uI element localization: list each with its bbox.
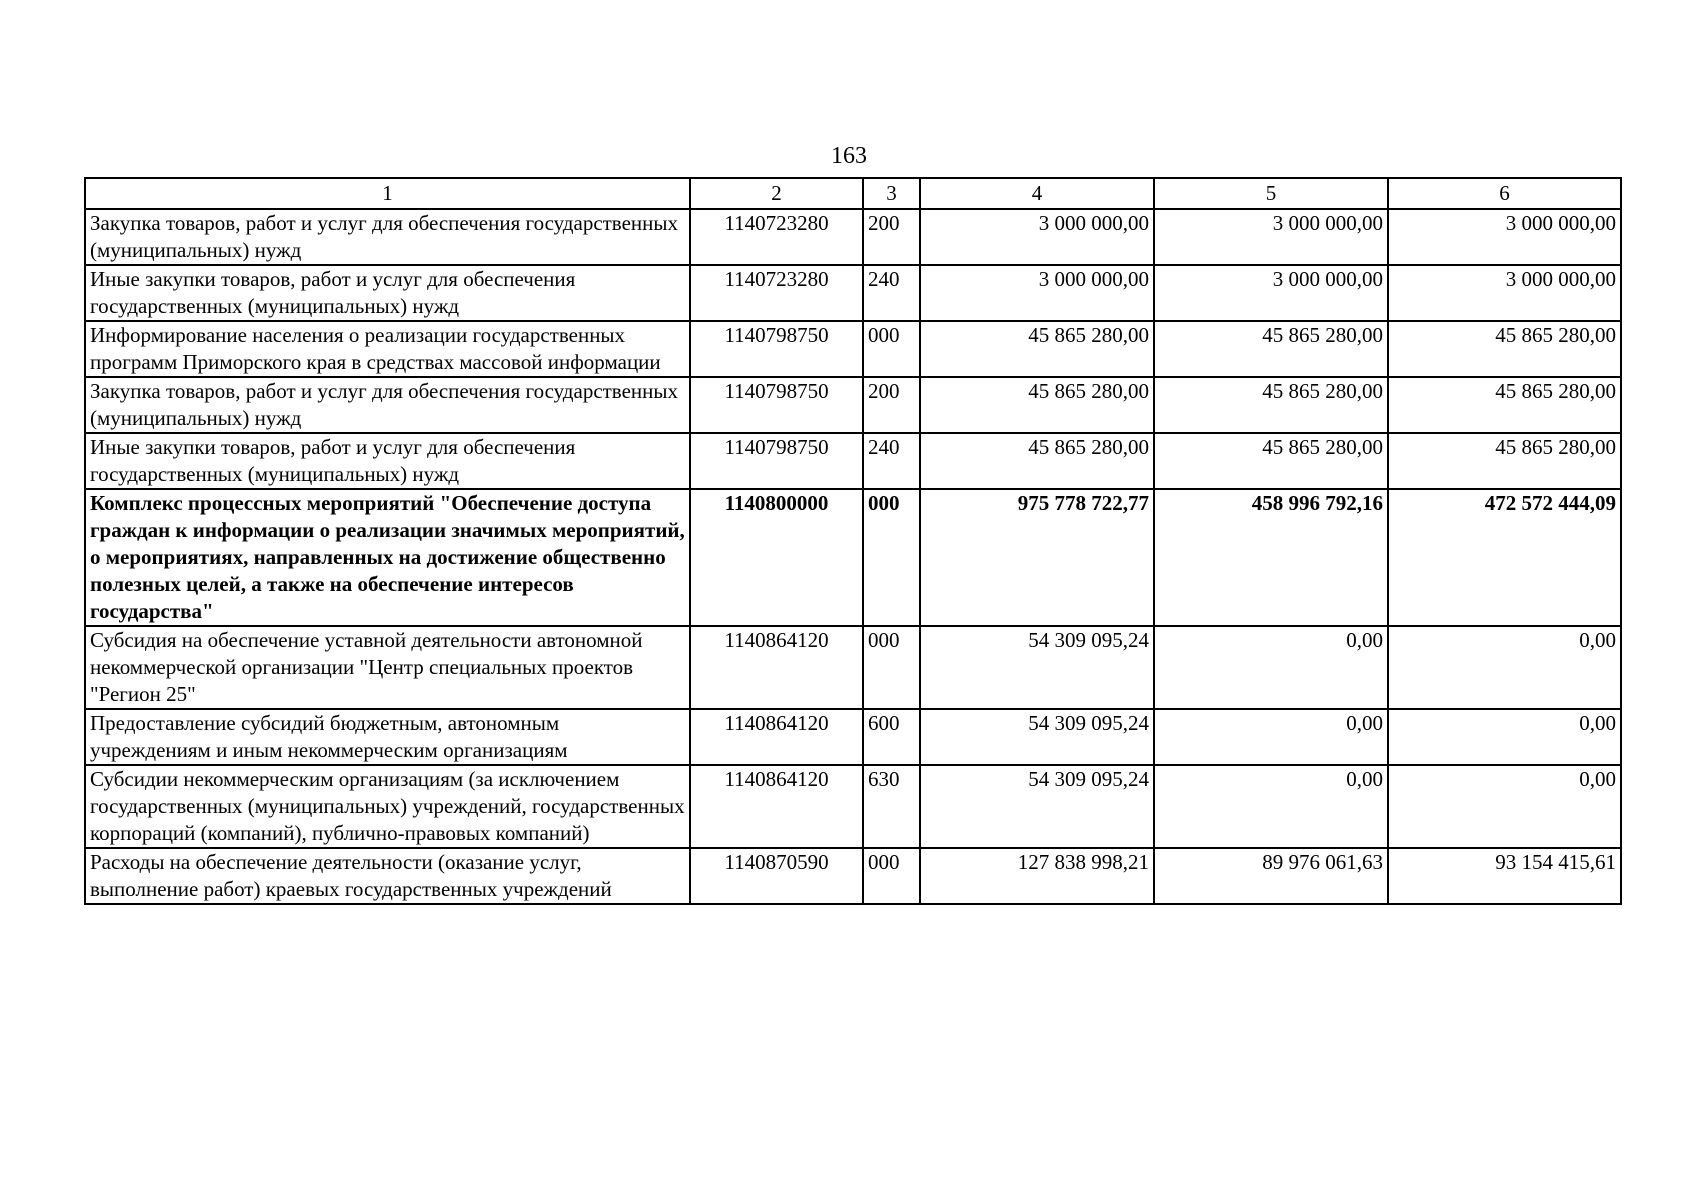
row-name: Субсидии некоммерческим организациям (за исключением государственных (муниципальных) учреждений, государственных корпораций (компаний), публично-правовых компаний) xyxy=(85,765,690,848)
row-target-code: 1140870590 xyxy=(690,848,863,904)
row-amount-col6: 0,00 xyxy=(1388,709,1621,765)
row-amount-col5: 458 996 792,16 xyxy=(1154,489,1388,626)
row-amount-col4: 45 865 280,00 xyxy=(920,377,1154,433)
header-col-4: 4 xyxy=(920,178,1154,209)
table-row xyxy=(85,433,1621,489)
row-expense-type: 000 xyxy=(863,489,920,626)
row-amount-col6: 0,00 xyxy=(1388,626,1621,709)
row-expense-type: 630 xyxy=(863,765,920,848)
row-amount-col6: 0,00 xyxy=(1388,765,1621,848)
row-expense-type: 000 xyxy=(863,848,920,904)
table-row xyxy=(85,626,1621,709)
row-amount-col5: 0,00 xyxy=(1154,765,1388,848)
row-amount-col6: 45 865 280,00 xyxy=(1388,321,1621,377)
row-name: Комплекс процессных мероприятий "Обеспечение доступа граждан к информации о реализации значимых мероприятий, о мероприятиях, направленных на достижение общественно полезных целей, а также на обеспечение интересов государства" xyxy=(85,489,690,626)
row-amount-col6: 93 154 415,61 xyxy=(1388,848,1621,904)
row-amount-col6: 45 865 280,00 xyxy=(1388,377,1621,433)
row-amount-col4: 3 000 000,00 xyxy=(920,209,1154,265)
row-amount-col6: 3 000 000,00 xyxy=(1388,265,1621,321)
row-amount-col4: 975 778 722,77 xyxy=(920,489,1154,626)
row-name: Закупка товаров, работ и услуг для обеспечения государственных (муниципальных) нужд xyxy=(85,377,690,433)
row-name: Предоставление субсидий бюджетным, автономным учреждениям и иным некоммерческим организациям xyxy=(85,709,690,765)
row-expense-type: 600 xyxy=(863,709,920,765)
row-target-code: 1140723280 xyxy=(690,209,863,265)
row-expense-type: 240 xyxy=(863,433,920,489)
row-amount-col4: 45 865 280,00 xyxy=(920,321,1154,377)
row-amount-col6: 3 000 000,00 xyxy=(1388,209,1621,265)
row-amount-col5: 45 865 280,00 xyxy=(1154,321,1388,377)
row-target-code: 1140864120 xyxy=(690,626,863,709)
row-name: Субсидия на обеспечение уставной деятельности автономной некоммерческой организации "Центр специальных проектов "Регион 25" xyxy=(85,626,690,709)
row-amount-col4: 54 309 095,24 xyxy=(920,765,1154,848)
table-row xyxy=(85,848,1621,904)
row-target-code: 1140798750 xyxy=(690,433,863,489)
row-amount-col4: 3 000 000,00 xyxy=(920,265,1154,321)
row-target-code: 1140800000 xyxy=(690,489,863,626)
row-amount-col4: 45 865 280,00 xyxy=(920,433,1154,489)
row-name: Закупка товаров, работ и услуг для обеспечения государственных (муниципальных) нужд xyxy=(85,209,690,265)
header-col-2: 2 xyxy=(690,178,863,209)
row-name: Расходы на обеспечение деятельности (оказание услуг, выполнение работ) краевых государственных учреждений xyxy=(85,848,690,904)
row-target-code: 1140864120 xyxy=(690,709,863,765)
header-col-3: 3 xyxy=(863,178,920,209)
row-amount-col4: 127 838 998,21 xyxy=(920,848,1154,904)
table-row xyxy=(85,377,1621,433)
row-name: Иные закупки товаров, работ и услуг для обеспечения государственных (муниципальных) нужд xyxy=(85,433,690,489)
table-row xyxy=(85,709,1621,765)
table-row xyxy=(85,265,1621,321)
row-amount-col5: 45 865 280,00 xyxy=(1154,433,1388,489)
row-name: Информирование населения о реализации государственных программ Приморского края в средствах массовой информации xyxy=(85,321,690,377)
row-amount-col6: 472 572 444,09 xyxy=(1388,489,1621,626)
row-name: Иные закупки товаров, работ и услуг для обеспечения государственных (муниципальных) нужд xyxy=(85,265,690,321)
header-col-1: 1 xyxy=(85,178,690,209)
row-target-code: 1140798750 xyxy=(690,321,863,377)
page-number: 163 xyxy=(831,143,867,169)
header-row xyxy=(85,178,1621,209)
row-amount-col5: 3 000 000,00 xyxy=(1154,265,1388,321)
row-expense-type: 000 xyxy=(863,626,920,709)
table-row xyxy=(85,321,1621,377)
row-amount-col4: 54 309 095,24 xyxy=(920,626,1154,709)
row-amount-col4: 54 309 095,24 xyxy=(920,709,1154,765)
table-row xyxy=(85,209,1621,265)
row-amount-col5: 89 976 061,63 xyxy=(1154,848,1388,904)
row-target-code: 1140864120 xyxy=(690,765,863,848)
row-amount-col5: 45 865 280,00 xyxy=(1154,377,1388,433)
row-expense-type: 240 xyxy=(863,265,920,321)
header-col-5: 5 xyxy=(1154,178,1388,209)
row-amount-col6: 45 865 280,00 xyxy=(1388,433,1621,489)
row-expense-type: 000 xyxy=(863,321,920,377)
row-amount-col5: 0,00 xyxy=(1154,709,1388,765)
row-expense-type: 200 xyxy=(863,377,920,433)
header-col-6: 6 xyxy=(1388,178,1621,209)
row-expense-type: 200 xyxy=(863,209,920,265)
row-target-code: 1140798750 xyxy=(690,377,863,433)
budget-table xyxy=(84,177,1622,905)
row-target-code: 1140723280 xyxy=(690,265,863,321)
row-amount-col5: 3 000 000,00 xyxy=(1154,209,1388,265)
table-row xyxy=(85,765,1621,848)
table-row xyxy=(85,489,1621,626)
row-amount-col5: 0,00 xyxy=(1154,626,1388,709)
